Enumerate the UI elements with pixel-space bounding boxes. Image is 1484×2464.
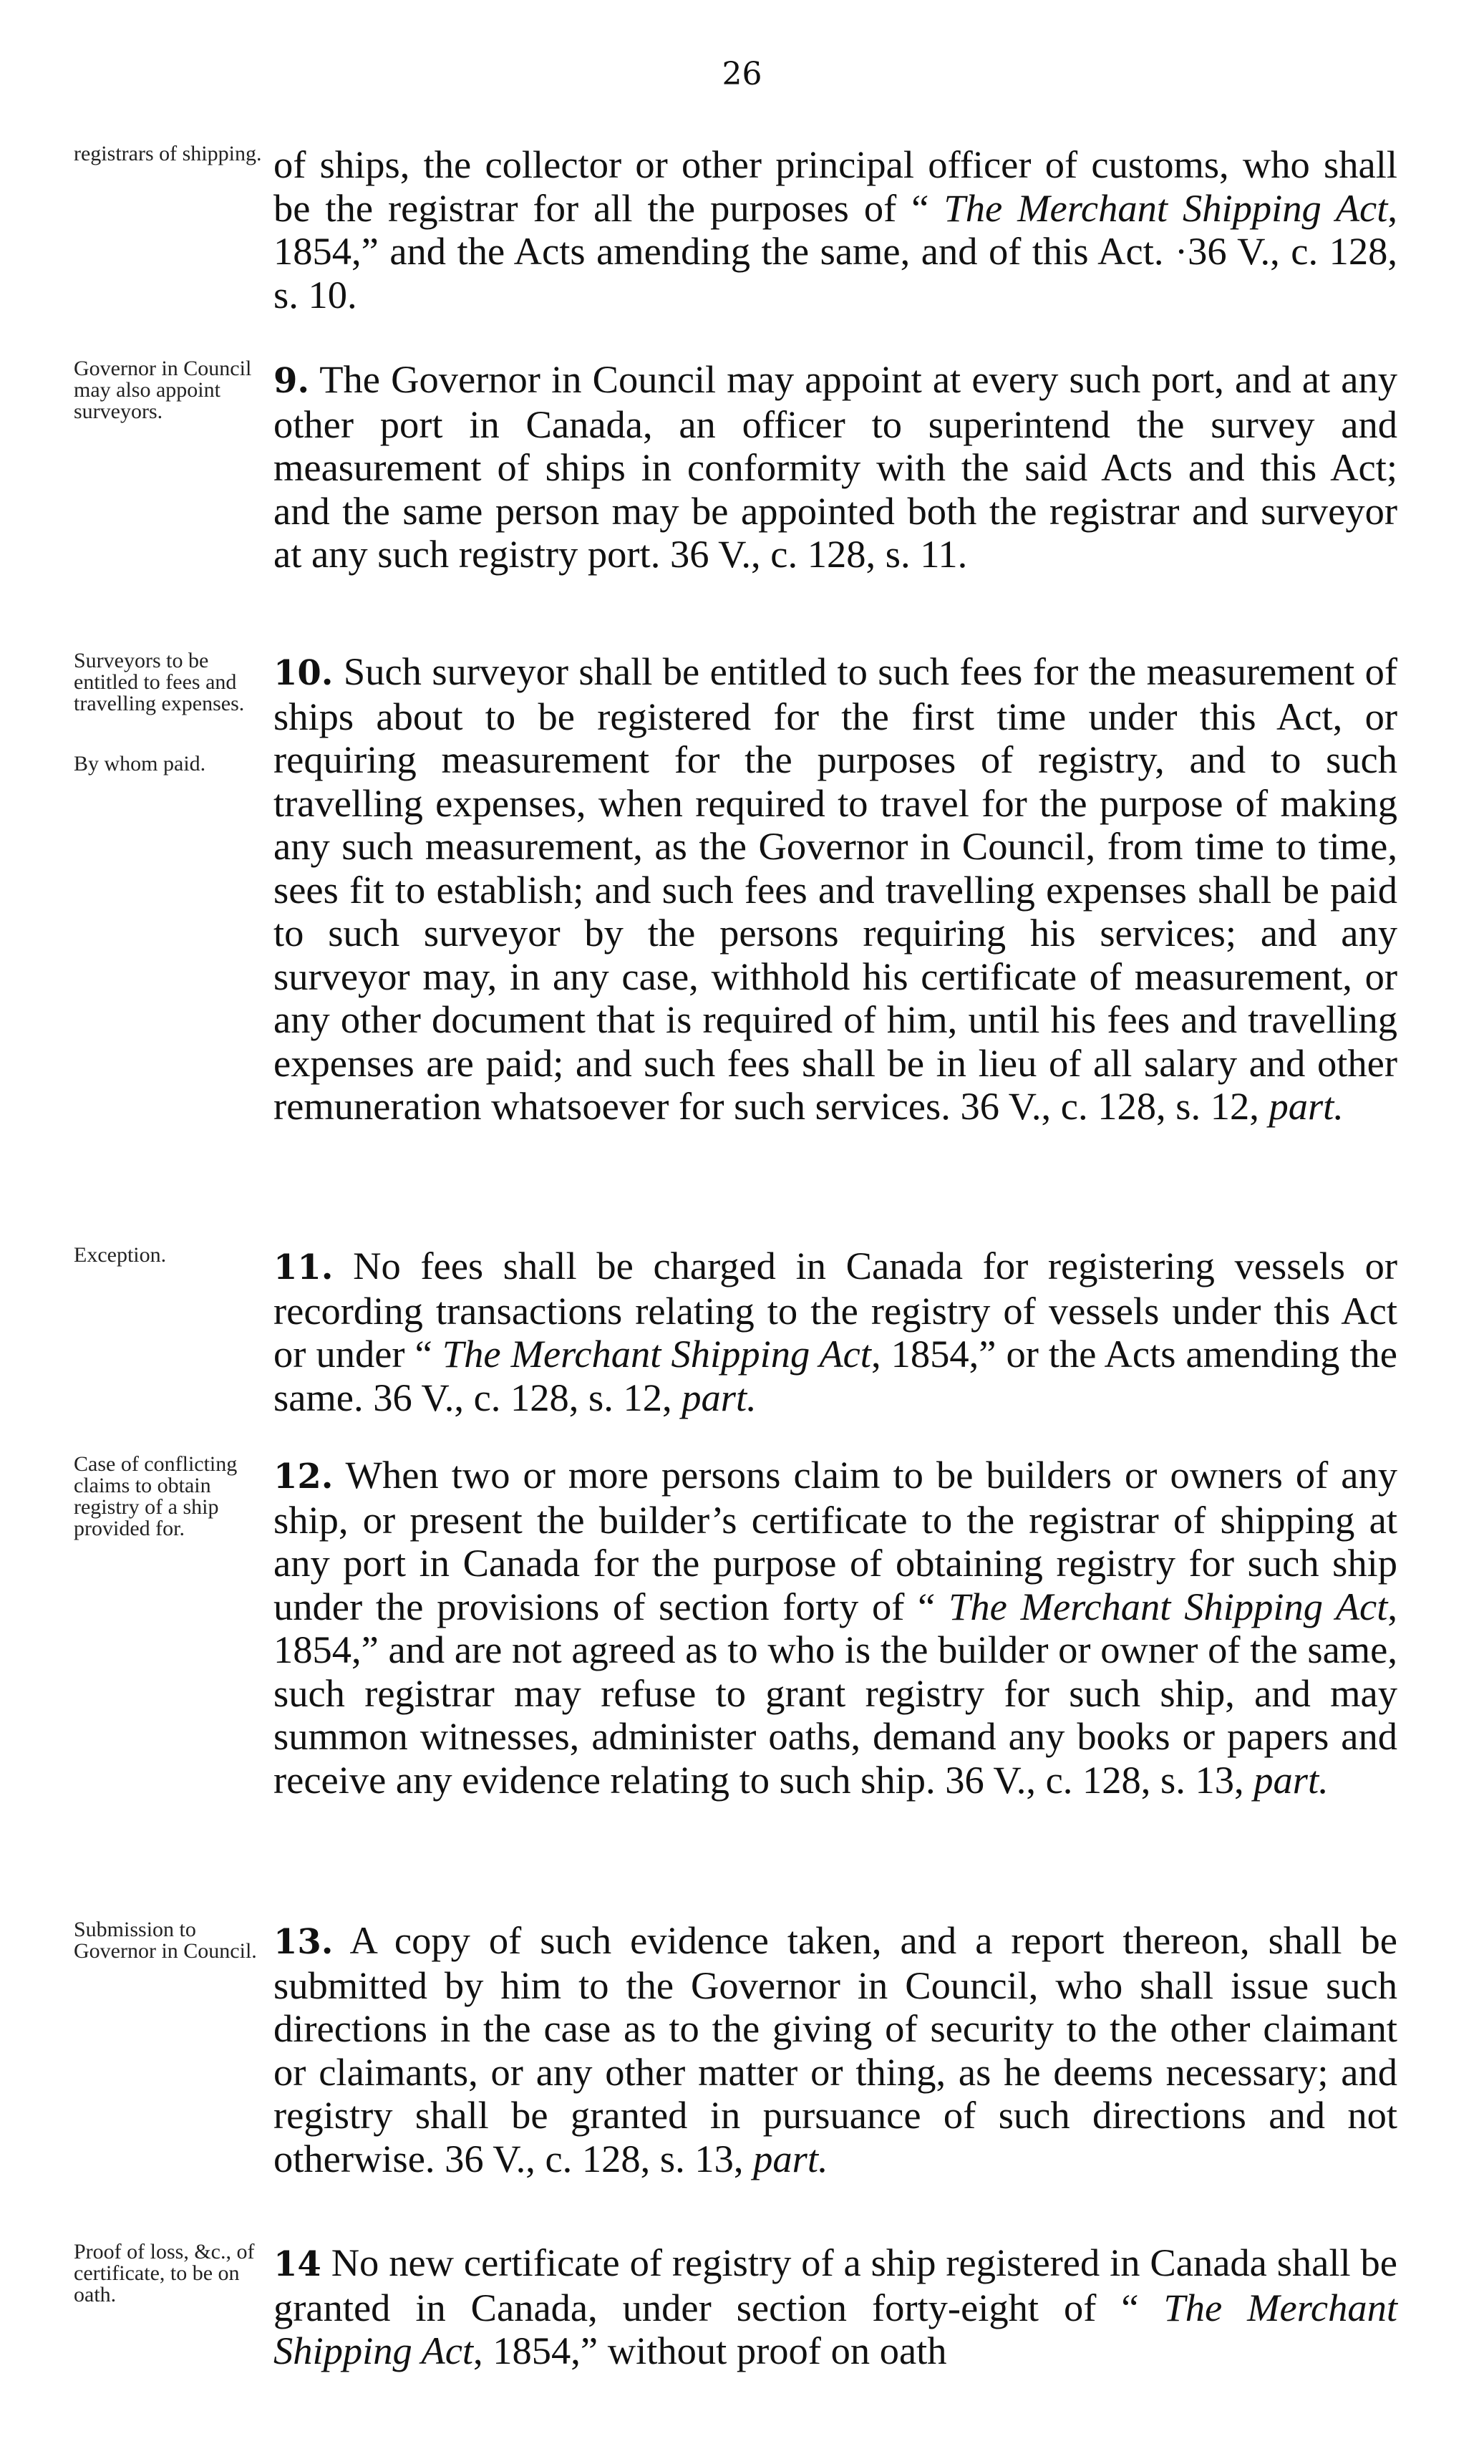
section-text (273, 650, 1397, 1129)
section-number: 13. (273, 1922, 334, 1962)
section-number: 9. (273, 361, 310, 401)
margin-note (74, 1245, 274, 1266)
section-number: 14 (273, 2244, 321, 2284)
italic-run: part. (1253, 1757, 1329, 1802)
margin-note (74, 143, 274, 165)
text-run: No fees shall be charged in Canada for registering vessels or recording transactions relating to the registry of vessels under this Act or under “ (273, 1244, 1397, 1376)
section-number: 12. (273, 1456, 334, 1497)
margin-note (74, 1454, 274, 1540)
section-text (273, 2241, 1397, 2373)
section-text (273, 1919, 1397, 2180)
text-run: , 1854,” and the Acts amending the same, and of this Act. ·36 V., c. 128, s. 10. (273, 185, 1397, 317)
note: Exception. (74, 1243, 167, 1267)
section-number: 10. (273, 653, 334, 693)
margin-note (74, 2241, 274, 2306)
text-run: When two or more persons claim to be builders or owners of any ship, or present the builder’s certificate to the registrar of shipping at any port in Canada for the purpose of obtaining registry for such ship under the provisions of section forty of “ (273, 1453, 1397, 1628)
text-run: A copy of such evidence taken, and a report thereon, shall be submitted by him to the Governor in Council, who shall issue such directions in the case as to the giving of security to the other claimant or claimants, or any other matter or thing, as he deems necessary; and registry shall be granted in pursuance of such directions and not otherwise. 36 V., c. 128, s. 13, (273, 1918, 1397, 2180)
text-run: , 1854,” and are not agreed as to who is the builder or owner of the same, such registrar may refuse to grant registry for such ship, and may summon witnesses, administer oaths, demand any books or papers and receive any evidence relating to such ship. 36 V., c. 128, s. 13, (273, 1584, 1398, 1802)
margin-note (74, 1919, 274, 1962)
margin-note (74, 650, 274, 775)
italic-run: part. (753, 2136, 828, 2180)
section-text (273, 1245, 1397, 1419)
italic-run: The Merchant Shipping Act (442, 1332, 871, 1376)
page-number: 26 (722, 56, 762, 92)
section-text (273, 1454, 1397, 1802)
text-run: of ships, the collector or other principal officer of customs, who shall be the registrar for all the purposes of “ (273, 142, 1397, 230)
italic-run: The Merchant Shipping Act (944, 185, 1388, 230)
note: registrars of shipping. (74, 142, 262, 165)
note: Case of conflicting claims to obtain registry of a ship provided for. (74, 1452, 238, 1540)
text-run: , 1854,” without proof on oath (473, 2329, 947, 2372)
note: Surveyors to be entitled to fees and travelling expenses. (74, 649, 245, 715)
text-run: , 1854,” or the Acts amending the same. 36 V., c. 128, s. 12, (273, 1332, 1397, 1419)
note: Governor in Council may also appoint surveyors. (74, 357, 252, 423)
text-run: No new certificate of registry of a ship registered in Canada shall be granted in Canada, under section forty-eight of “ (273, 2241, 1397, 2329)
margin-note (74, 358, 274, 422)
section-number: 11. (273, 1247, 334, 1287)
italic-run: The Merchant Shipping Act (273, 2285, 1398, 2372)
section-text (273, 143, 1397, 317)
note: Proof of loss, &c., of certificate, to be on oath. (74, 2240, 255, 2306)
text-run: Such surveyor shall be entitled to such fees for the measurement of ships about to be registered for the first time under this Act, or requiring measurement for the purposes of registry, and to such travelling expenses, when required to travel for the purpose of making any such measurement, as the Governor in Council, from time to time, sees fit to establish; and such fees and travelling expenses shall be paid to such surveyor by the persons requiring his services; and any surveyor may, in any case, withhold his certificate of measurement, or any other document that is required of him, until his fees and travelling expenses are paid; and such fees shall be in lieu of all salary and other remuneration whatsoever for such services. 36 V., c. 128, s. 12, (273, 649, 1397, 1128)
italic-run: part. (682, 1375, 757, 1419)
note-spacer (74, 715, 274, 753)
italic-run: The Merchant Shipping Act (949, 1584, 1388, 1628)
note: By whom paid. (74, 752, 206, 776)
text-run: The Governor in Council may appoint at every such port, and at any other port in Canada, an officer to superintend the survey and measurement of ships in conformity with the said Acts and this Act; and the same person may be appointed both the registrar and surveyor at any such registry port. 36 V., c. 128, s. 11. (273, 357, 1397, 576)
note: Submission to Governor in Council. (74, 1918, 257, 1963)
italic-run: part. (1269, 1084, 1344, 1128)
section-text (273, 358, 1397, 576)
